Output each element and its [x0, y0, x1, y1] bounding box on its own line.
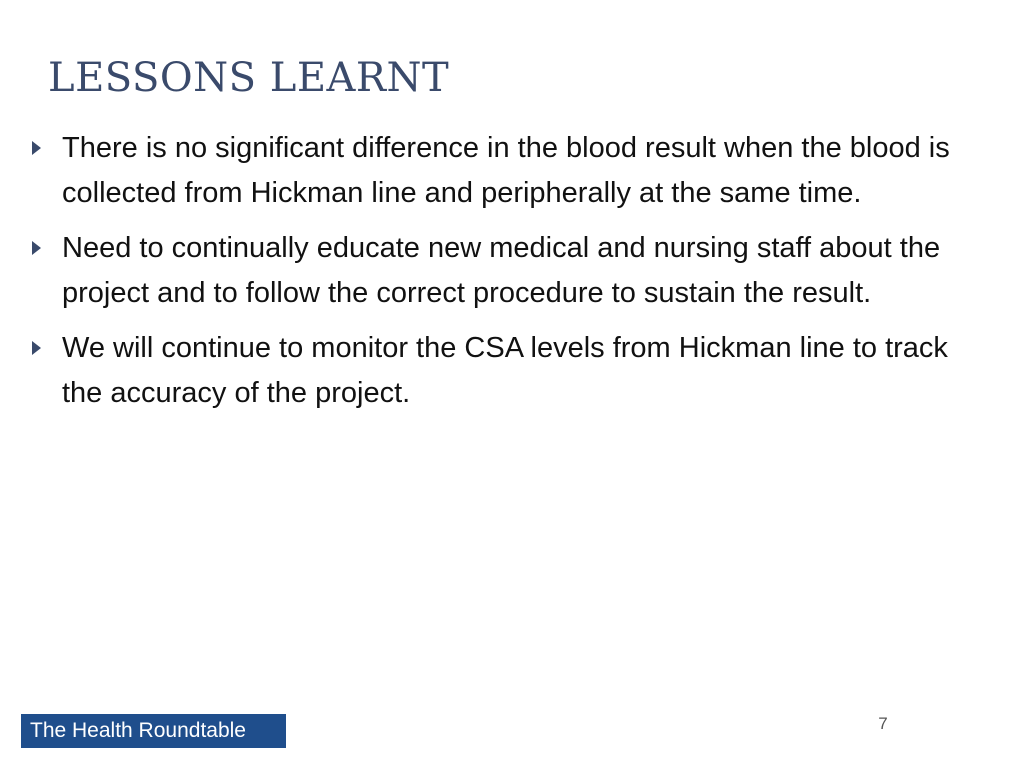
triangle-right-icon — [32, 241, 41, 255]
triangle-right-icon — [32, 341, 41, 355]
bullet-text: We will continue to monitor the CSA levels from Hickman line to track the accuracy of the project. — [62, 332, 948, 409]
bullet-text: Need to continually educate new medical and nursing staff about the project and to follow the correct procedure to sustain the result. — [62, 232, 941, 309]
page-number: 7 — [878, 714, 888, 733]
bullet-text: There is no significant difference in the blood result when the blood is collected from Hickman line and peripherally at the same time. — [62, 132, 950, 209]
brand-logo: The Health Roundtable — [21, 714, 286, 748]
bullet-list — [30, 126, 992, 426]
bullet-item — [30, 226, 992, 316]
bullet-item — [30, 326, 992, 416]
triangle-right-icon — [32, 141, 41, 155]
slide-title: LESSONS LEARNT — [48, 55, 450, 101]
bullet-item — [30, 126, 992, 216]
